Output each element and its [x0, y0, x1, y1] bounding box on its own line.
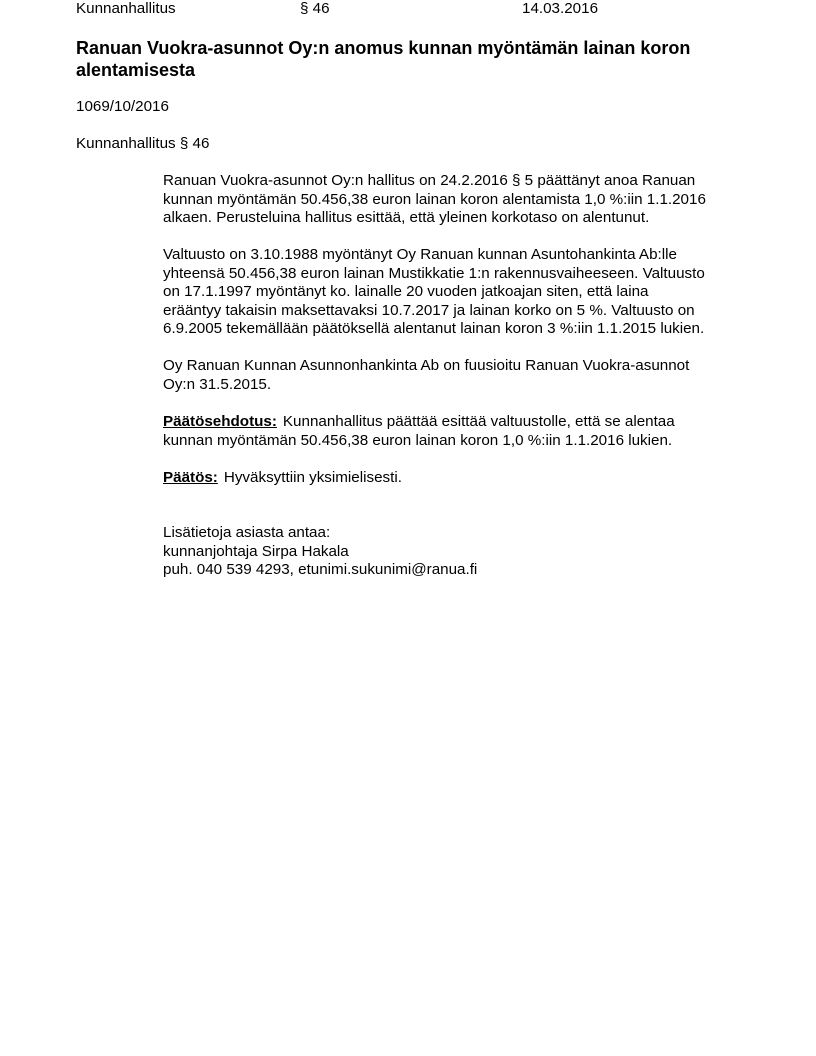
proposal-label: Päätösehdotus: — [163, 413, 277, 430]
contact-line: Lisätietoja asiasta antaa: — [163, 524, 331, 541]
text-line: Oy:n 31.5.2015. — [163, 375, 272, 393]
text-line: 6.9.2005 tekemällään päätöksellä alentanut lainan koron 3 %:iin 1.1.2015 lukien. — [163, 320, 705, 337]
header-date: 14.03.2016 — [522, 0, 599, 17]
text-line: alkaen. Perusteluina hallitus esittää, että yleinen korkotaso on alentunut. — [163, 209, 650, 226]
text-line: kunnan myöntämän 50.456,38 euron lainan koron alentamista 1,0 %:iin 1.1.2016 — [163, 190, 706, 208]
header-section: § 46 — [300, 0, 330, 17]
case-number: 1069/10/2016 — [76, 98, 169, 115]
paragraph-background — [163, 172, 753, 228]
text-line: Ranuan Vuokra-asunnot Oy:n hallitus on 24.2.2016 § 5 päättänyt anoa Ranuan — [163, 172, 696, 189]
paragraph-merger — [163, 357, 753, 394]
contact-line: kunnanjohtaja Sirpa Hakala — [163, 542, 349, 560]
text-line: Valtuusto on 3.10.1988 myöntänyt Oy Ranuan kunnan Asuntohankinta Ab:lle — [163, 246, 677, 263]
text-line: Kunnanhallitus päättää esittää valtuustolle, että se alentaa — [282, 413, 675, 430]
document-title: Ranuan Vuokra-asunnot Oy:n anomus kunnan myöntämän lainan koron alentamisesta — [76, 38, 691, 80]
meeting-reference: Kunnanhallitus § 46 — [76, 135, 210, 152]
proposal-paragraph — [163, 413, 753, 450]
proposal-first-line — [163, 413, 753, 432]
decision-text: Hyväksyttiin yksimielisesti. — [223, 469, 402, 486]
header-organization: Kunnanhallitus — [76, 0, 176, 17]
text-line: Oy Ranuan Kunnan Asunnonhankinta Ab on fuusioitu Ranuan Vuokra-asunnot — [163, 357, 690, 374]
text-line: kunnan myöntämän 50.456,38 euron lainan koron 1,0 %:iin 1.1.2016 lukien. — [163, 431, 673, 449]
text-line: erääntyy takaisin maksettavaksi 10.7.2017 ja lainan korko on 5 %. Valtuusto on — [163, 301, 695, 319]
contact-info — [163, 524, 753, 580]
page-header — [76, 0, 776, 19]
decision-label: Päätös: — [163, 469, 218, 486]
contact-line: puh. 040 539 4293, etunimi.sukunimi@ranua.fi — [163, 561, 478, 578]
decision-line — [163, 469, 753, 488]
text-line: yhteensä 50.456,38 euron lainan Mustikkatie 1:n rakennusvaiheeseen. Valtuusto — [163, 264, 705, 282]
paragraph-loan-history — [163, 246, 753, 339]
text-line: on 17.1.1997 myöntänyt ko. lainalle 20 vuoden jatkoajan siten, että laina — [163, 283, 649, 300]
decision-paragraph — [163, 469, 753, 488]
